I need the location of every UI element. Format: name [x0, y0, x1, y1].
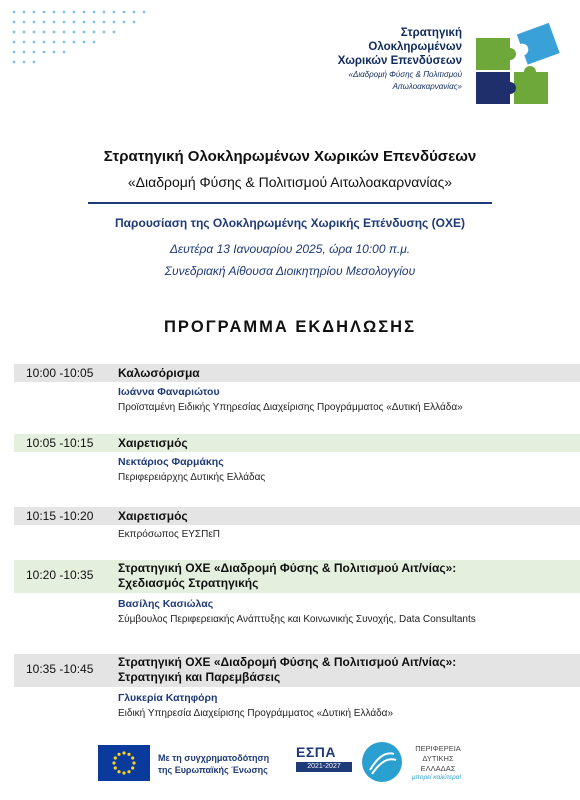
schedule-time: 10:05 -10:15 [26, 436, 94, 450]
schedule-role: Προϊσταμένη Ειδικής Υπηρεσίας Διαχείρισης Προγράμματος «Δυτική Ελλάδα» [118, 402, 463, 413]
eu-text-line-1: Με τη συγχρηματοδότηση [158, 753, 270, 763]
dot-pattern-decoration [8, 6, 158, 66]
logo-line-2: Ολοκληρωμένων [368, 41, 462, 53]
region-logo-icon [360, 740, 404, 784]
schedule-row-band [14, 434, 580, 452]
schedule-speaker: Νεκτάριος Φαρμάκης [118, 456, 224, 468]
schedule-role: Σύμβουλος Περιφερειακής Ανάπτυξης και Κοινωνικής Συνοχής, Data Consultants [118, 614, 476, 625]
schedule-title-line-2: Σχεδιασμός Στρατηγικής [118, 576, 259, 590]
schedule-time: 10:35 -10:45 [26, 662, 94, 676]
espa-logo-word: ΕΣΠΑ [296, 744, 336, 760]
schedule-title: Χαιρετισμός [118, 436, 188, 450]
page-subtitle: «Διαδρομή Φύσης & Πολιτισμού Αιτωλοακαρνανίας» [127, 174, 453, 190]
region-line-3: ΕΛΛΑΔΑΣ [420, 764, 456, 773]
schedule-speaker: Βασίλης Κασιώλας [118, 598, 214, 610]
region-line-2: ΔΥΤΙΚΗΣ [422, 754, 454, 763]
schedule-time: 10:00 -10:05 [26, 366, 94, 380]
title-divider [88, 202, 492, 204]
schedule-speaker: Ιωάννα Φαναριώτου [118, 386, 220, 398]
schedule-title: Στρατηγική ΟΧΕ «Διαδρομή Φύσης & Πολιτισμού Αιτ/νίας»: [118, 561, 457, 575]
schedule-role: Εκπρόσωπος ΕΥΣΠεΠ [118, 529, 220, 540]
schedule-title: Στρατηγική ΟΧΕ «Διαδρομή Φύσης & Πολιτισμού Αιτ/νίας»: [118, 655, 457, 669]
event-date: Δευτέρα 13 Ιανουαρίου 2025, ώρα 10:00 π.μ. [169, 242, 411, 256]
eu-text-line-2: της Ευρωπαϊκής Ένωσης [158, 765, 268, 775]
event-venue: Συνεδριακή Αίθουσα Διοικητηρίου Μεσολογγίου [164, 264, 416, 278]
schedule-time: 10:15 -10:20 [26, 509, 94, 523]
schedule-speaker: Γλυκερία Κατηφόρη [118, 692, 218, 704]
logo-line-1: Στρατηγική [400, 27, 462, 39]
schedule-role: Ειδική Υπηρεσία Διαχείρισης Προγράμματος «Δυτική Ελλάδα» [118, 708, 394, 719]
presentation-heading: Παρουσίαση της Ολοκληρωμένης Χωρικής Επένδυσης (ΟΧΕ) [115, 216, 465, 230]
logo-line-3: Χωρικών Επενδύσεων [337, 55, 462, 67]
logo-line-5: Αιτωλοακαρνανίας» [392, 82, 462, 91]
espa-logo-years: 2021-2027 [296, 762, 352, 772]
eu-cofunding-text [158, 752, 269, 776]
schedule-role: Περιφερειάρχης Δυτικής Ελλάδας [118, 472, 266, 483]
schedule-row-band [14, 507, 580, 525]
page-title: Στρατηγική Ολοκληρωμένων Χωρικών Επενδύσεων [103, 148, 477, 165]
strategy-logo-text [338, 26, 462, 92]
logo-line-4: «Διαδρομή Φύσης & Πολιτισμού [348, 70, 462, 79]
schedule-time: 10:20 -10:35 [26, 568, 94, 582]
schedule-title: Καλωσόρισμα [118, 366, 200, 380]
schedule-title-line-2: Στρατηγική και Παρεμβάσεις [118, 670, 281, 684]
schedule-title: Χαιρετισμός [118, 509, 188, 523]
region-name [408, 744, 468, 774]
puzzle-icon [472, 22, 564, 106]
region-tagline: μπορεί καλύτερα! [412, 774, 462, 781]
schedule-row-band [14, 364, 580, 382]
program-heading: ΠΡΟΓΡΑΜΜΑ ΕΚΔΗΛΩΣΗΣ [163, 318, 416, 336]
eu-flag-icon [98, 745, 150, 781]
region-line-1: ΠΕΡΙΦΕΡΕΙΑ [415, 744, 461, 753]
